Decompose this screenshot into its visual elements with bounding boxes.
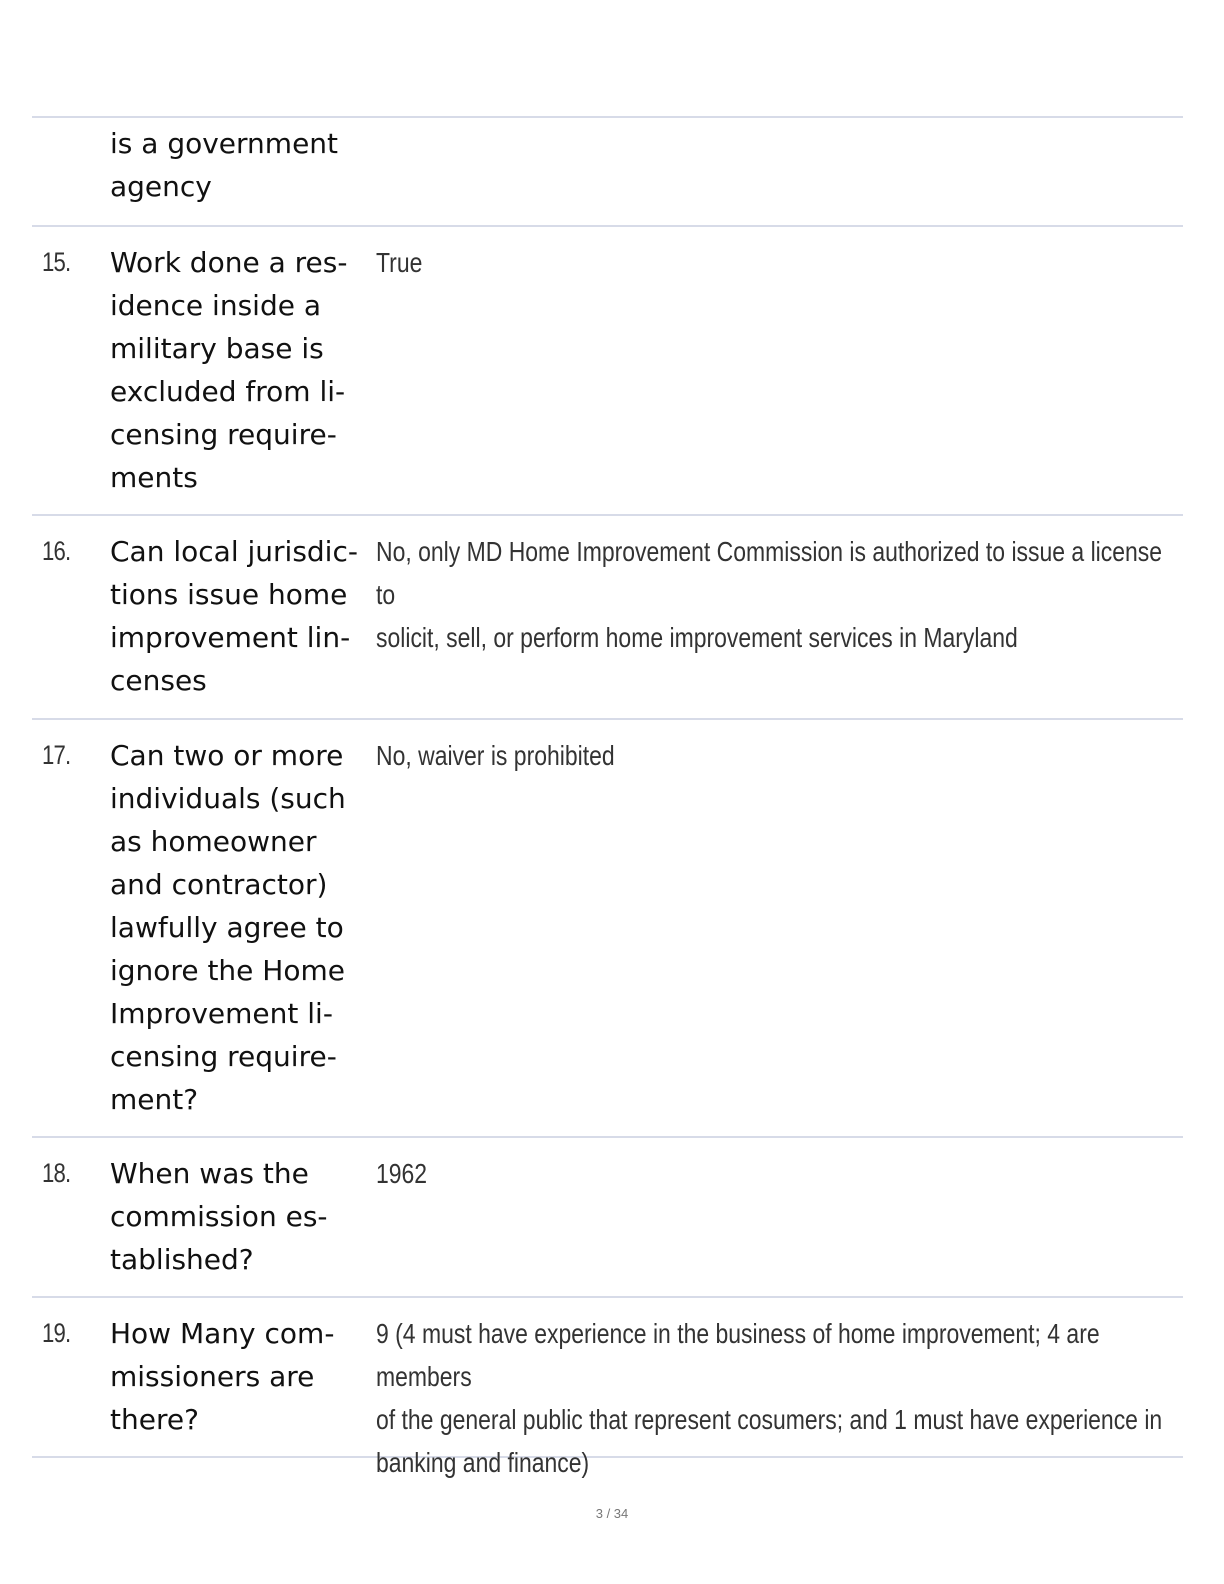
table-row [32, 516, 1183, 720]
row-answer: No, only MD Home Improvement Commission is authorized to issue a license to solicit, sell, or perform home improvement services in Maryland [376, 536, 1163, 653]
row-number: 19. [42, 1318, 71, 1348]
row-question: Can two or more individuals (such as homeowner and contractor) lawfully agree to ignore the Home Improvement li- censing require- ment? [110, 739, 346, 1116]
table-row [32, 118, 1183, 227]
table-row [32, 1298, 1183, 1478]
row-number: 15. [42, 247, 71, 277]
row-question: How Many com- missioners are there? [110, 1317, 335, 1436]
qa-table [32, 116, 1183, 1478]
row-question: is a government agency [110, 127, 339, 203]
table-row [32, 720, 1183, 1138]
row-number: 16. [42, 536, 71, 566]
row-number: 17. [42, 740, 71, 770]
row-answer: 9 (4 must have experience in the business of home improvement; 4 are members of the general public that represent cosumers; and 1 must have experience in banking and finance) [376, 1318, 1163, 1478]
row-answer: True [376, 247, 423, 278]
row-answer: 1962 [376, 1158, 428, 1189]
row-question: Can local jurisdic- tions issue home improvement lin- censes [110, 535, 358, 697]
row-answer: No, waiver is prohibited [376, 740, 615, 771]
page-indicator: 3 / 34 [595, 1506, 629, 1521]
row-number: 18. [42, 1158, 71, 1188]
row-question: When was the commission es- tablished? [110, 1157, 328, 1276]
row-question: Work done a res- idence inside a military base is excluded from li- censing require- ments [110, 246, 348, 494]
table-row [32, 227, 1183, 516]
table-row [32, 1138, 1183, 1298]
